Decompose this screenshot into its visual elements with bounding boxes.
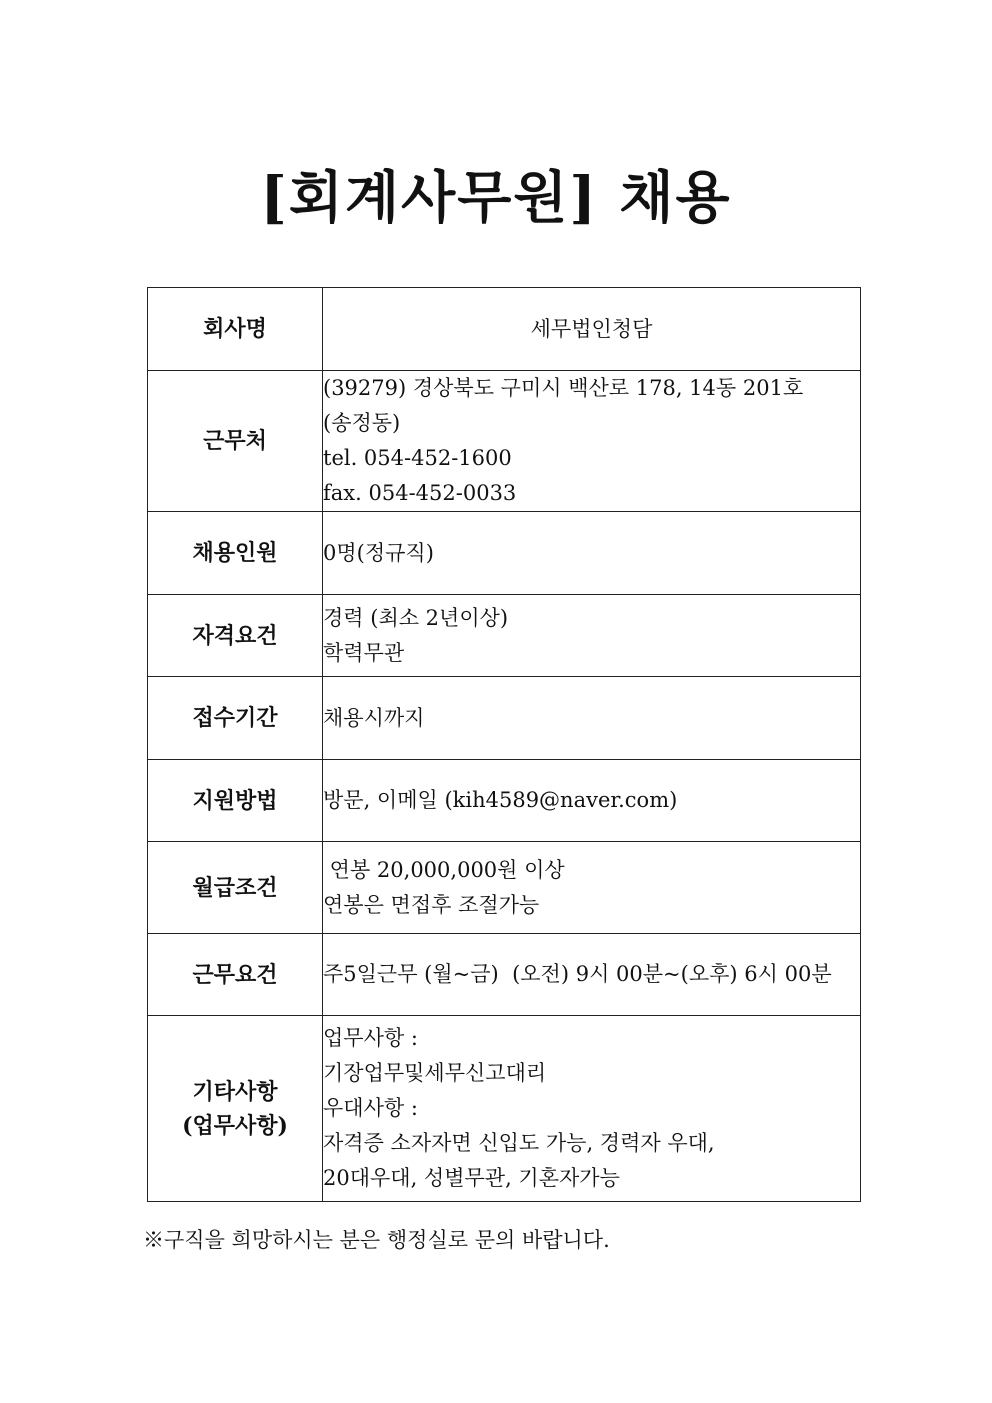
hours-label: 근무요건 (148, 934, 323, 1016)
etc-label-line: 기타사항 (192, 1078, 278, 1105)
workplace-fax-line: fax. 054-452-0033 (323, 481, 517, 505)
table-row-workplace (148, 371, 861, 512)
etc-line: 기장업무및세무신고대리 (323, 1061, 547, 1085)
qualification-value (323, 595, 861, 677)
table-row-etc (148, 1016, 861, 1202)
table-row-method (148, 760, 861, 842)
hours-value: 주5일근무 (월~금) (오전) 9시 00분~(오후) 6시 00분 (323, 934, 861, 1016)
table-row-hours (148, 934, 861, 1016)
salary-line: 연봉 20,000,000원 이상 (323, 857, 565, 882)
etc-line: 우대사항 : (323, 1096, 418, 1120)
salary-label: 월급조건 (148, 842, 323, 934)
table-row-headcount (148, 512, 861, 595)
company-value: 세무법인청담 (323, 288, 861, 371)
page-title: [회계사무원] 채용 (260, 165, 732, 231)
workplace-label: 근무처 (148, 371, 323, 512)
table-row-qualification (148, 595, 861, 677)
table-row-period (148, 677, 861, 760)
period-value: 채용시까지 (323, 677, 861, 760)
company-label: 회사명 (148, 288, 323, 371)
qualification-label: 자격요건 (148, 595, 323, 677)
headcount-value: 0명(정규직) (323, 512, 861, 595)
etc-line: 업무사항 : (323, 1026, 418, 1050)
etc-label-line: (업무사항) (182, 1112, 288, 1139)
salary-line: 연봉은 면접후 조절가능 (323, 892, 540, 917)
footer-note: ※구직을 희망하시는 분은 행정실로 문의 바랍니다. (143, 1228, 610, 1252)
etc-line: 20대우대, 성별무관, 기혼자가능 (323, 1166, 620, 1190)
workplace-district-line: (송정동) (323, 411, 401, 435)
etc-label (148, 1016, 323, 1202)
workplace-address-line: (39279) 경상북도 구미시 백산로 178, 14동 201호 (323, 376, 804, 400)
workplace-tel-line: tel. 054-452-1600 (323, 446, 512, 470)
period-label: 접수기간 (148, 677, 323, 760)
table-row-company (148, 288, 861, 371)
job-info-table (147, 287, 861, 1202)
headcount-label: 채용인원 (148, 512, 323, 595)
table-row-salary (148, 842, 861, 934)
qualification-line: 경력 (최소 2년이상) (323, 605, 509, 630)
workplace-value (323, 371, 861, 512)
method-label: 지원방법 (148, 760, 323, 842)
etc-value (323, 1016, 861, 1202)
salary-value (323, 842, 861, 934)
etc-line: 자격증 소자자면 신입도 가능, 경력자 우대, (323, 1131, 715, 1155)
method-value: 방문, 이메일 (kih4589@naver.com) (323, 760, 861, 842)
qualification-line: 학력무관 (323, 640, 405, 665)
